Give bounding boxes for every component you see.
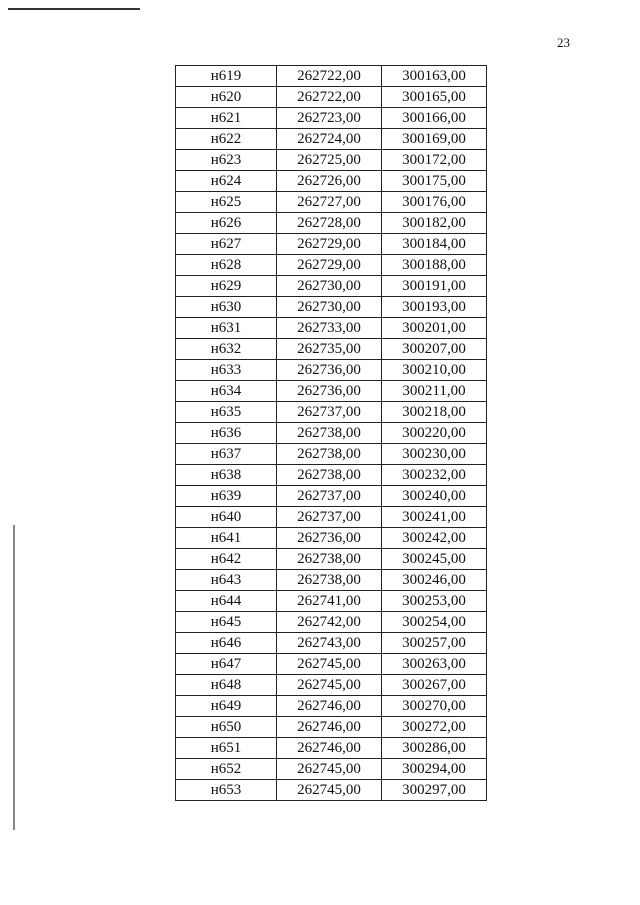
- table-row: [176, 549, 487, 570]
- y-coordinate-cell: 300218,00: [382, 402, 487, 423]
- table-row: [176, 507, 487, 528]
- y-coordinate-cell: 300242,00: [382, 528, 487, 549]
- table-row: [176, 654, 487, 675]
- x-coordinate-cell: 262738,00: [277, 423, 382, 444]
- y-coordinate-cell: 300169,00: [382, 129, 487, 150]
- point-id-cell: н622: [176, 129, 277, 150]
- table-row: [176, 465, 487, 486]
- y-coordinate-cell: 300241,00: [382, 507, 487, 528]
- table-row: [176, 528, 487, 549]
- coordinates-table: [175, 65, 487, 801]
- table-row: [176, 633, 487, 654]
- x-coordinate-cell: 262724,00: [277, 129, 382, 150]
- point-id-cell: н620: [176, 87, 277, 108]
- x-coordinate-cell: 262722,00: [277, 87, 382, 108]
- table-row: [176, 87, 487, 108]
- point-id-cell: н621: [176, 108, 277, 129]
- x-coordinate-cell: 262722,00: [277, 66, 382, 87]
- y-coordinate-cell: 300257,00: [382, 633, 487, 654]
- table-row: [176, 192, 487, 213]
- table-row: [176, 150, 487, 171]
- point-id-cell: н626: [176, 213, 277, 234]
- point-id-cell: н650: [176, 717, 277, 738]
- y-coordinate-cell: 300191,00: [382, 276, 487, 297]
- point-id-cell: н639: [176, 486, 277, 507]
- y-coordinate-cell: 300263,00: [382, 654, 487, 675]
- x-coordinate-cell: 262746,00: [277, 738, 382, 759]
- point-id-cell: н652: [176, 759, 277, 780]
- table-row: [176, 717, 487, 738]
- point-id-cell: н624: [176, 171, 277, 192]
- point-id-cell: н633: [176, 360, 277, 381]
- x-coordinate-cell: 262745,00: [277, 780, 382, 801]
- x-coordinate-cell: 262745,00: [277, 675, 382, 696]
- x-coordinate-cell: 262742,00: [277, 612, 382, 633]
- point-id-cell: н649: [176, 696, 277, 717]
- point-id-cell: н644: [176, 591, 277, 612]
- point-id-cell: н647: [176, 654, 277, 675]
- point-id-cell: н619: [176, 66, 277, 87]
- table-row: [176, 339, 487, 360]
- table-row: [176, 213, 487, 234]
- y-coordinate-cell: 300272,00: [382, 717, 487, 738]
- x-coordinate-cell: 262741,00: [277, 591, 382, 612]
- x-coordinate-cell: 262738,00: [277, 570, 382, 591]
- point-id-cell: н631: [176, 318, 277, 339]
- y-coordinate-cell: 300246,00: [382, 570, 487, 591]
- point-id-cell: н632: [176, 339, 277, 360]
- table-row: [176, 738, 487, 759]
- x-coordinate-cell: 262737,00: [277, 486, 382, 507]
- x-coordinate-cell: 262733,00: [277, 318, 382, 339]
- table-row: [176, 444, 487, 465]
- table-row: [176, 780, 487, 801]
- point-id-cell: н625: [176, 192, 277, 213]
- table-row: [176, 234, 487, 255]
- y-coordinate-cell: 300188,00: [382, 255, 487, 276]
- point-id-cell: н645: [176, 612, 277, 633]
- coordinates-table-body: [176, 66, 487, 801]
- scan-edge-mark: [13, 525, 15, 830]
- y-coordinate-cell: 300193,00: [382, 297, 487, 318]
- x-coordinate-cell: 262736,00: [277, 381, 382, 402]
- point-id-cell: н628: [176, 255, 277, 276]
- point-id-cell: н636: [176, 423, 277, 444]
- y-coordinate-cell: 300267,00: [382, 675, 487, 696]
- point-id-cell: н629: [176, 276, 277, 297]
- point-id-cell: н648: [176, 675, 277, 696]
- x-coordinate-cell: 262736,00: [277, 528, 382, 549]
- table-row: [176, 612, 487, 633]
- y-coordinate-cell: 300211,00: [382, 381, 487, 402]
- table-row: [176, 66, 487, 87]
- table-row: [176, 423, 487, 444]
- x-coordinate-cell: 262746,00: [277, 717, 382, 738]
- x-coordinate-cell: 262730,00: [277, 297, 382, 318]
- y-coordinate-cell: 300182,00: [382, 213, 487, 234]
- x-coordinate-cell: 262746,00: [277, 696, 382, 717]
- y-coordinate-cell: 300286,00: [382, 738, 487, 759]
- point-id-cell: н637: [176, 444, 277, 465]
- y-coordinate-cell: 300175,00: [382, 171, 487, 192]
- table-row: [176, 591, 487, 612]
- table-row: [176, 381, 487, 402]
- point-id-cell: н630: [176, 297, 277, 318]
- y-coordinate-cell: 300254,00: [382, 612, 487, 633]
- y-coordinate-cell: 300240,00: [382, 486, 487, 507]
- x-coordinate-cell: 262725,00: [277, 150, 382, 171]
- x-coordinate-cell: 262745,00: [277, 654, 382, 675]
- y-coordinate-cell: 300294,00: [382, 759, 487, 780]
- x-coordinate-cell: 262745,00: [277, 759, 382, 780]
- y-coordinate-cell: 300165,00: [382, 87, 487, 108]
- x-coordinate-cell: 262737,00: [277, 507, 382, 528]
- table-row: [176, 276, 487, 297]
- table-row: [176, 675, 487, 696]
- x-coordinate-cell: 262737,00: [277, 402, 382, 423]
- x-coordinate-cell: 262727,00: [277, 192, 382, 213]
- x-coordinate-cell: 262728,00: [277, 213, 382, 234]
- x-coordinate-cell: 262729,00: [277, 255, 382, 276]
- header-rule: [8, 8, 140, 10]
- point-id-cell: н641: [176, 528, 277, 549]
- y-coordinate-cell: 300201,00: [382, 318, 487, 339]
- table-row: [176, 108, 487, 129]
- table-row: [176, 318, 487, 339]
- x-coordinate-cell: 262730,00: [277, 276, 382, 297]
- y-coordinate-cell: 300245,00: [382, 549, 487, 570]
- y-coordinate-cell: 300207,00: [382, 339, 487, 360]
- point-id-cell: н646: [176, 633, 277, 654]
- y-coordinate-cell: 300230,00: [382, 444, 487, 465]
- y-coordinate-cell: 300176,00: [382, 192, 487, 213]
- table-row: [176, 570, 487, 591]
- point-id-cell: н635: [176, 402, 277, 423]
- point-id-cell: н642: [176, 549, 277, 570]
- point-id-cell: н623: [176, 150, 277, 171]
- table-row: [176, 759, 487, 780]
- x-coordinate-cell: 262729,00: [277, 234, 382, 255]
- page-number: 23: [557, 35, 570, 50]
- y-coordinate-cell: 300253,00: [382, 591, 487, 612]
- y-coordinate-cell: 300297,00: [382, 780, 487, 801]
- x-coordinate-cell: 262735,00: [277, 339, 382, 360]
- y-coordinate-cell: 300210,00: [382, 360, 487, 381]
- point-id-cell: н640: [176, 507, 277, 528]
- point-id-cell: н634: [176, 381, 277, 402]
- table-row: [176, 360, 487, 381]
- y-coordinate-cell: 300220,00: [382, 423, 487, 444]
- x-coordinate-cell: 262743,00: [277, 633, 382, 654]
- table-row: [176, 255, 487, 276]
- x-coordinate-cell: 262738,00: [277, 549, 382, 570]
- table-row: [176, 402, 487, 423]
- point-id-cell: н643: [176, 570, 277, 591]
- table-row: [176, 129, 487, 150]
- table-row: [176, 486, 487, 507]
- x-coordinate-cell: 262723,00: [277, 108, 382, 129]
- point-id-cell: н653: [176, 780, 277, 801]
- point-id-cell: н627: [176, 234, 277, 255]
- point-id-cell: н638: [176, 465, 277, 486]
- x-coordinate-cell: 262726,00: [277, 171, 382, 192]
- table-row: [176, 171, 487, 192]
- y-coordinate-cell: 300270,00: [382, 696, 487, 717]
- table-row: [176, 696, 487, 717]
- y-coordinate-cell: 300163,00: [382, 66, 487, 87]
- table-row: [176, 297, 487, 318]
- point-id-cell: н651: [176, 738, 277, 759]
- x-coordinate-cell: 262738,00: [277, 465, 382, 486]
- y-coordinate-cell: 300184,00: [382, 234, 487, 255]
- x-coordinate-cell: 262736,00: [277, 360, 382, 381]
- y-coordinate-cell: 300232,00: [382, 465, 487, 486]
- x-coordinate-cell: 262738,00: [277, 444, 382, 465]
- y-coordinate-cell: 300172,00: [382, 150, 487, 171]
- y-coordinate-cell: 300166,00: [382, 108, 487, 129]
